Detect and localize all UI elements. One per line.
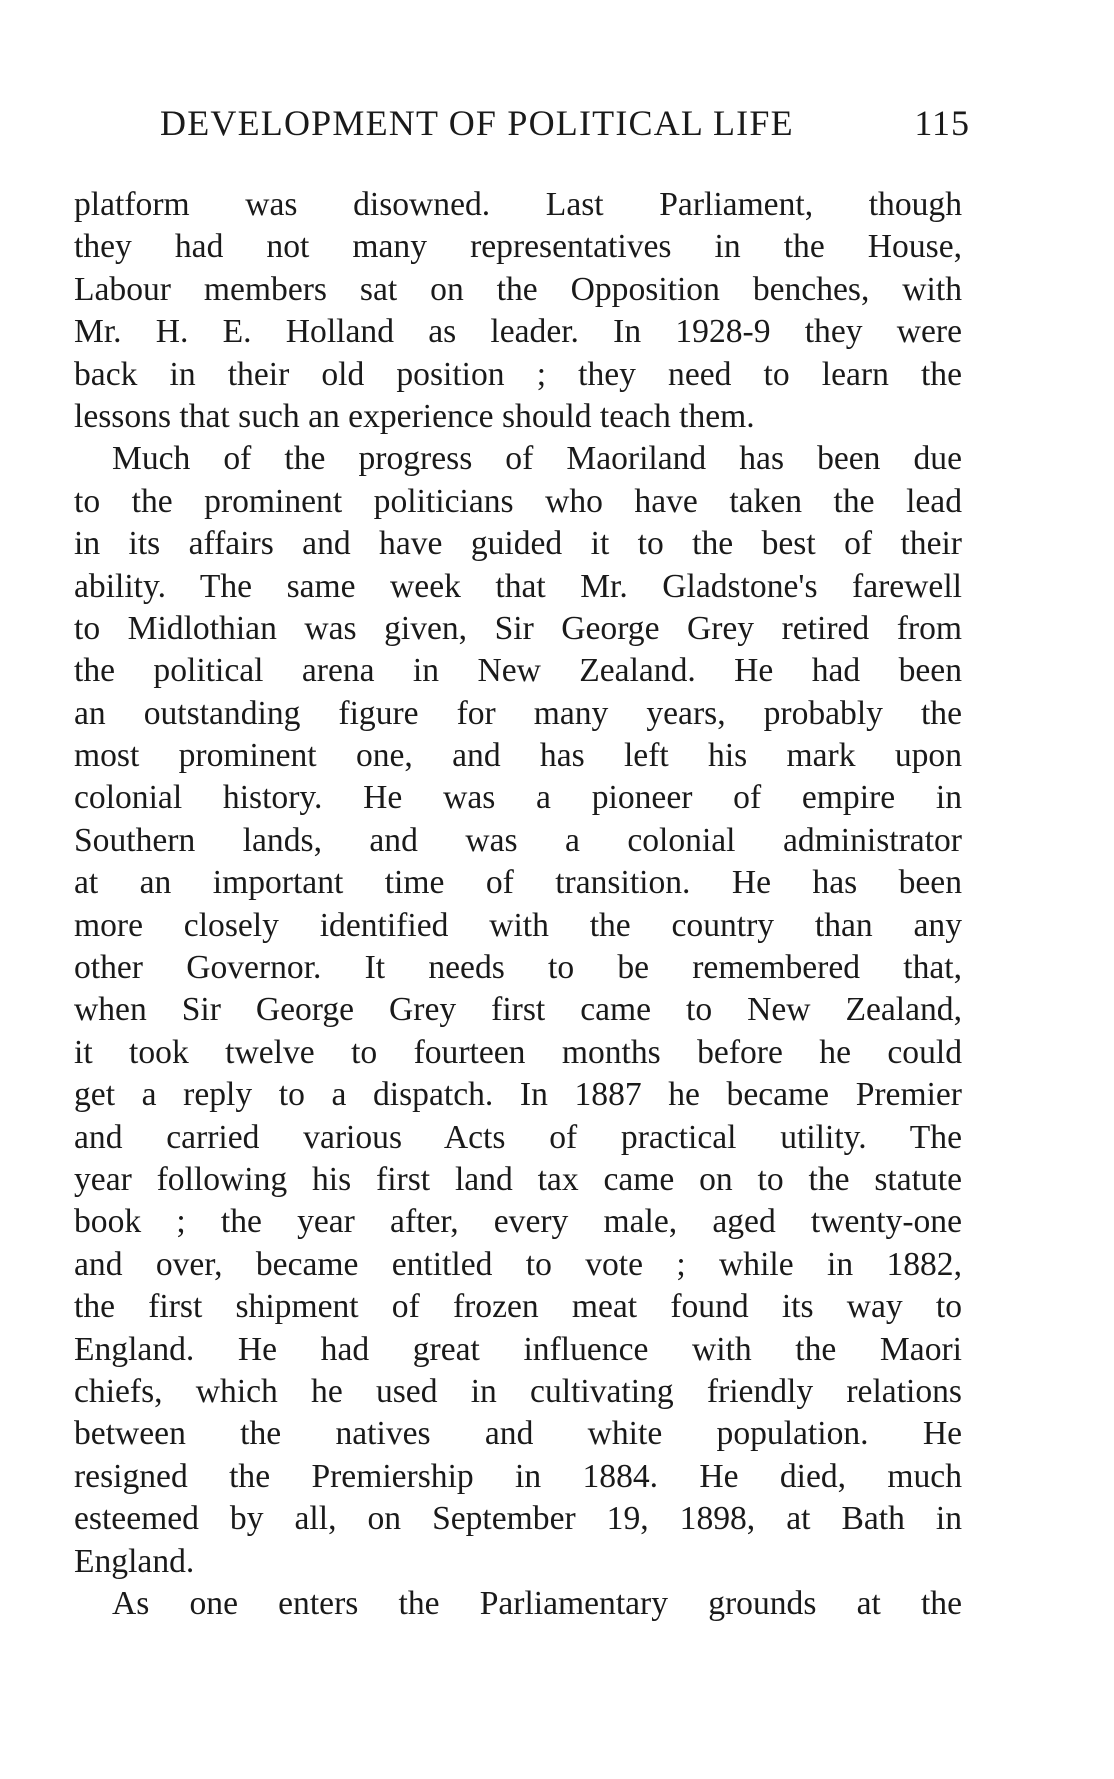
running-title: DEVELOPMENT OF POLITICAL LIFE bbox=[160, 103, 794, 143]
text-line: book ; the year after, every male, aged twenty-one bbox=[74, 1203, 962, 1241]
body-text bbox=[74, 184, 962, 1625]
text-line: and carried various Acts of practical utility. The bbox=[74, 1118, 962, 1156]
running-head bbox=[160, 102, 970, 152]
text-line: colonial history. He was a pioneer of empire in bbox=[74, 779, 962, 817]
text-line: they had not many representatives in the House, bbox=[74, 228, 962, 266]
text-line: an outstanding figure for many years, probably the bbox=[74, 694, 962, 732]
text-line: England. bbox=[74, 1542, 195, 1580]
text-line: in its affairs and have guided it to the best of their bbox=[74, 525, 962, 563]
text-line: ability. The same week that Mr. Gladstone's farewell bbox=[74, 567, 962, 605]
text-line: other Governor. It needs to be remembered that, bbox=[74, 949, 962, 987]
text-line: platform was disowned. Last Parliament, though bbox=[74, 186, 962, 223]
text-line: the political arena in New Zealand. He had been bbox=[74, 652, 962, 690]
text-line: England. He had great influence with the Maori bbox=[74, 1330, 962, 1368]
text-line: more closely identified with the country than any bbox=[74, 906, 962, 944]
text-line: back in their old position ; they need to learn the bbox=[74, 355, 962, 393]
text-line: Southern lands, and was a colonial administrator bbox=[74, 821, 962, 859]
text-line: Labour members sat on the Opposition benches, with bbox=[74, 270, 962, 308]
text-line: Mr. H. E. Holland as leader. In 1928-9 they were bbox=[74, 313, 962, 351]
text-line: esteemed by all, on September 19, 1898, at Bath in bbox=[74, 1500, 962, 1538]
text-line: it took twelve to fourteen months before he could bbox=[74, 1033, 962, 1071]
text-line: most prominent one, and has left his mark upon bbox=[74, 737, 962, 775]
text-line: when Sir George Grey first came to New Zealand, bbox=[74, 991, 962, 1029]
text-line: the first shipment of frozen meat found its way to bbox=[74, 1288, 962, 1326]
text-line: As one enters the Parliamentary grounds at the bbox=[112, 1584, 962, 1622]
text-line: resigned the Premiership in 1884. He died, much bbox=[74, 1457, 962, 1495]
text-line: Much of the progress of Maoriland has been due bbox=[112, 440, 962, 478]
text-line: and over, became entitled to vote ; while in 1882, bbox=[74, 1245, 962, 1283]
text-line: to the prominent politicians who have taken the lead bbox=[74, 482, 962, 520]
page-number: 115 bbox=[914, 103, 970, 143]
text-line: year following his first land tax came on to the statute bbox=[74, 1160, 962, 1198]
text-line: lessons that such an experience should teach them. bbox=[74, 397, 755, 435]
text-line: chiefs, which he used in cultivating friendly relations bbox=[74, 1372, 962, 1410]
text-line: at an important time of transition. He has been bbox=[74, 864, 962, 902]
text-line: get a reply to a dispatch. In 1887 he became Premier bbox=[74, 1076, 962, 1114]
text-line: between the natives and white population. He bbox=[74, 1415, 962, 1453]
text-line: to Midlothian was given, Sir George Grey retired from bbox=[74, 609, 962, 647]
